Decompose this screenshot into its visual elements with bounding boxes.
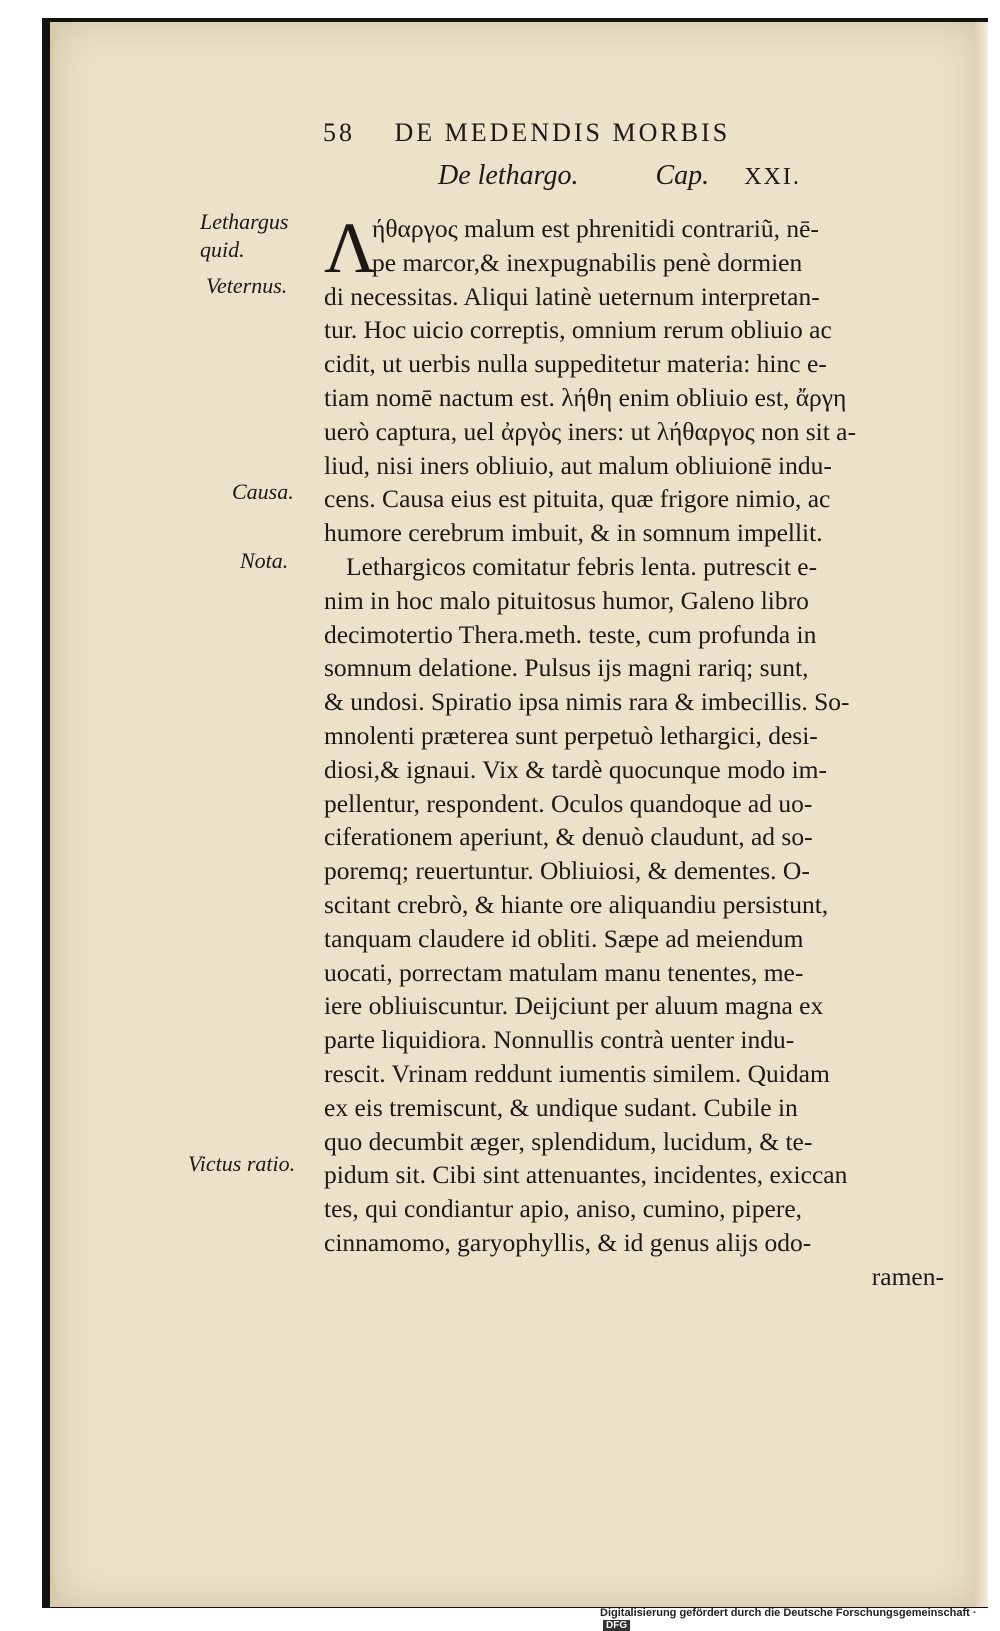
text-line: ciferationem aperiunt, & denuò claudunt, ad so-: [324, 822, 813, 852]
text-line: diosi,& ignaui. Vix & tardè quocunque modo im-: [324, 754, 827, 784]
footer-text: Digitalisierung gefördert durch die Deutsche Forschungsgemeinschaft ·: [600, 1607, 977, 1619]
chapter-cap-label: Cap.: [655, 160, 710, 191]
text-line: & undosi. Spiratio ipsa nimis rara & imbecillis. So-: [324, 687, 850, 717]
running-header: [323, 118, 730, 148]
text-line: liud, nisi iners obliuio, aut malum obliuionē indu-: [324, 450, 832, 480]
dfg-logo: DFG: [603, 1620, 630, 1631]
text-line: ex eis tremiscunt, & undique sudant. Cubile in: [324, 1092, 798, 1122]
chapter-numeral: XXI.: [744, 164, 801, 190]
text-line: pellentur, respondent. Oculos quandoque ad uo-: [324, 788, 813, 818]
margin-note: Veternus.: [206, 273, 288, 298]
text-line: di necessitas. Aliqui latinè ueternum interpretan-: [324, 281, 820, 311]
text-line: mnolenti præterea sunt perpetuò lethargici, desi-: [324, 720, 818, 750]
text-line: rescit. Vrinam reddunt iumentis similem. Quidam: [324, 1058, 830, 1088]
margin-note: Nota.: [240, 548, 289, 573]
text-line: nim in hoc malo pituitosus humor, Galeno libro: [324, 585, 809, 615]
text-line: uocati, porrectam matulam manu tenentes, me-: [324, 957, 804, 987]
text-line: quo decumbit æger, splendidum, lucidum, & te-: [324, 1126, 813, 1156]
margin-note: Lethargus quid.: [200, 209, 289, 262]
text-block-main: [324, 280, 944, 1294]
text-line: uerò captura, uel ἀργὸς iners: ut λήθαργος non sit a-: [324, 416, 856, 446]
text-line: humore cerebrum imbuit, & in somnum impellit.: [324, 518, 823, 548]
running-title: DE MEDENDIS MORBIS: [394, 118, 731, 147]
text-line: cidit, ut uerbis nulla suppeditetur materia: hinc e-: [324, 349, 827, 379]
text-line: pidum sit. Cibi sint attenuantes, incidentes, exiccan: [324, 1160, 848, 1190]
margin-note: Causa.: [232, 479, 294, 504]
digitization-footer: [600, 1607, 1000, 1631]
chapter-title: De lethargo.: [438, 160, 579, 191]
text-line: scitant crebrò, & hiante ore aliquandiu persistunt,: [324, 889, 829, 919]
text-line: ήθαργος malum est phrenitidi contrariũ, nē-: [372, 214, 819, 243]
text-line: cens. Causa eius est pituita, quæ frigore nimio, ac: [324, 484, 831, 514]
page-number: 58: [323, 118, 355, 147]
text-line: somnum delatione. Pulsus ijs magni rariq; sunt,: [324, 653, 809, 683]
text-line: iere obliuiscuntur. Deijciunt per aluum magna ex: [324, 991, 824, 1021]
text-line: tanquam claudere id obliti. Sæpe ad meiendum: [324, 923, 804, 953]
text-line: cinnamomo, garyophyllis, & id genus alijs odo-: [324, 1227, 812, 1257]
text-line: tiam nomē nactum est. λήθη enim obliuio est, ἄργη: [324, 382, 847, 412]
text-line: tes, qui condiantur apio, aniso, cumino, pipere,: [324, 1194, 803, 1224]
catchword: ramen-: [871, 1261, 944, 1291]
book-spine: [975, 22, 988, 1607]
text-block-intro: [372, 212, 944, 280]
text-line: parte liquidiora. Nonnullis contrà uenter indu-: [324, 1025, 795, 1055]
text-line: poremq; reuertuntur. Obliuiosi, & dementes. O-: [324, 856, 810, 886]
drop-cap: Λ: [324, 208, 377, 288]
chapter-heading: [438, 160, 801, 192]
text-line: Lethargicos comitatur febris lenta. putrescit e-: [346, 551, 818, 581]
text-line: decimotertio Thera.meth. teste, cum profunda in: [324, 619, 817, 649]
text-line: tur. Hoc uicio correptis, omnium rerum obliuio ac: [324, 315, 832, 345]
text-line: pe marcor,& inexpugnabilis penè dormien: [372, 247, 803, 277]
margin-note: Victus ratio.: [188, 1151, 296, 1176]
